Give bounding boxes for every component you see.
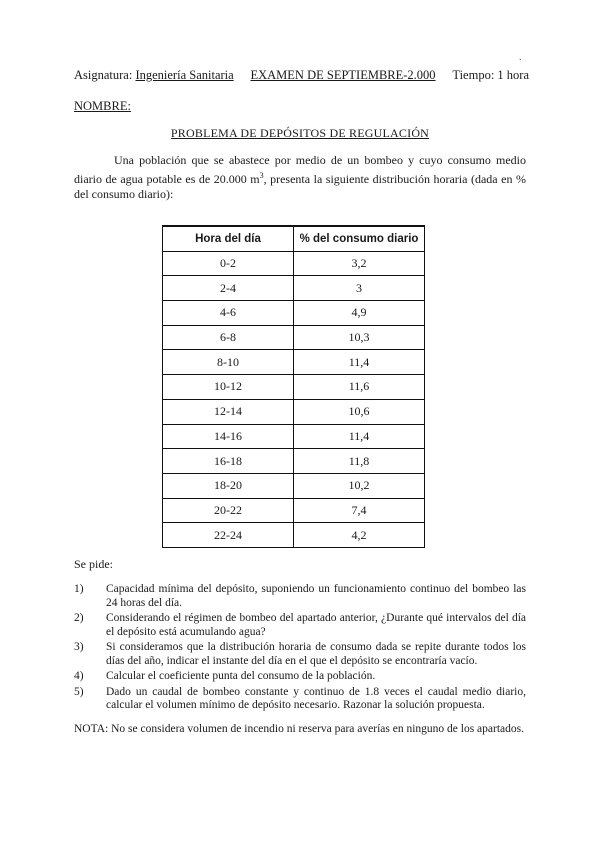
hour-cell: 8-10 xyxy=(163,350,294,375)
percent-cell: 11,6 xyxy=(294,375,425,400)
subject xyxy=(74,68,234,83)
exam-header xyxy=(74,68,529,83)
hour-cell: 22-24 xyxy=(163,523,294,548)
table-row xyxy=(163,251,425,276)
column-header-percent: % del consumo diario xyxy=(294,226,425,251)
percent-cell: 11,8 xyxy=(294,449,425,474)
question-item xyxy=(74,583,526,610)
percent-cell: 10,2 xyxy=(294,473,425,498)
percent-cell: 11,4 xyxy=(294,350,425,375)
statement-text-end: , presenta la siguiente distribución horaria (dada en % del consumo diario): xyxy=(74,172,526,201)
question-item xyxy=(74,670,526,684)
table-row xyxy=(163,276,425,301)
question-item xyxy=(74,612,526,639)
table-row xyxy=(163,498,425,523)
question-text: Calcular el coeficiente punta del consumo de la población. xyxy=(106,670,376,682)
hourly-distribution-table xyxy=(162,225,425,548)
percent-cell: 3 xyxy=(294,276,425,301)
table-row xyxy=(163,473,425,498)
table-header-row xyxy=(163,226,425,251)
percent-cell: 10,6 xyxy=(294,399,425,424)
percent-cell: 11,4 xyxy=(294,424,425,449)
hour-cell: 16-18 xyxy=(163,449,294,474)
hour-cell: 20-22 xyxy=(163,498,294,523)
question-number: 1) xyxy=(74,583,84,595)
percent-cell: 4,9 xyxy=(294,301,425,326)
statement-superscript: 3 xyxy=(259,171,264,180)
percent-cell: 4,2 xyxy=(294,523,425,548)
table-row xyxy=(163,399,425,424)
table-row xyxy=(163,350,425,375)
table-row xyxy=(163,424,425,449)
table-row xyxy=(163,523,425,548)
question-text: Capacidad mínima del depósito, suponiendo un funcionamiento continuo del bombeo las 24 horas del día. xyxy=(106,583,526,609)
problem-title: PROBLEMA DE DEPÓSITOS DE REGULACIÓN xyxy=(170,126,430,140)
subject-value: Ingeniería Sanitaria xyxy=(135,68,234,82)
corner-mark: . xyxy=(519,52,522,63)
table-row xyxy=(163,301,425,326)
question-text: Dado un caudal de bombeo constante y continuo de 1.8 veces el caudal medio diario, calcular el volumen mínimo de depósito necesario. Razonar la solución propuesta. xyxy=(106,685,526,711)
hour-cell: 6-8 xyxy=(163,325,294,350)
question-item xyxy=(74,641,526,668)
question-item xyxy=(74,686,526,713)
table-row xyxy=(163,449,425,474)
problem-statement xyxy=(74,153,526,202)
question-number: 5) xyxy=(74,685,84,698)
statement-text: Una población que se abastece por medio de un bombeo y cuyo consumo medio diario de agua potable es de 20.000 m xyxy=(74,153,526,186)
note: NOTA: No se considera volumen de incendio ni reserva para averías en ninguno de los apartados. xyxy=(74,723,524,735)
hour-cell: 4-6 xyxy=(163,301,294,326)
hour-cell: 2-4 xyxy=(163,276,294,301)
table-body xyxy=(163,251,425,547)
se-pide-label: Se pide: xyxy=(74,557,113,571)
hour-cell: 18-20 xyxy=(163,473,294,498)
question-text: Considerando el régimen de bombeo del apartado anterior, ¿Durante qué intervalos del día el depósito está acumulando agua? xyxy=(106,612,526,638)
exam-time: Tiempo: 1 hora xyxy=(452,68,529,82)
hour-cell: 0-2 xyxy=(163,251,294,276)
hour-cell: 14-16 xyxy=(163,424,294,449)
questions-list xyxy=(74,583,526,715)
column-header-hour: Hora del día xyxy=(163,226,294,251)
table-row xyxy=(163,375,425,400)
percent-cell: 3,2 xyxy=(294,251,425,276)
subject-label: Asignatura: xyxy=(74,68,133,82)
table-row xyxy=(163,325,425,350)
question-number: 4) xyxy=(74,670,84,682)
name-field-label: NOMBRE: xyxy=(74,99,131,113)
question-number: 3) xyxy=(74,641,84,653)
percent-cell: 7,4 xyxy=(294,498,425,523)
question-number: 2) xyxy=(74,612,84,624)
exam-name: EXAMEN DE SEPTIEMBRE-2.000 xyxy=(250,68,436,82)
hour-cell: 12-14 xyxy=(163,399,294,424)
hour-cell: 10-12 xyxy=(163,375,294,400)
question-text: Si consideramos que la distribución horaria de consumo dada se repite durante todos los días del año, indicar el instante del día en el que el depósito se encontraría vacío. xyxy=(106,641,526,667)
percent-cell: 10,3 xyxy=(294,325,425,350)
